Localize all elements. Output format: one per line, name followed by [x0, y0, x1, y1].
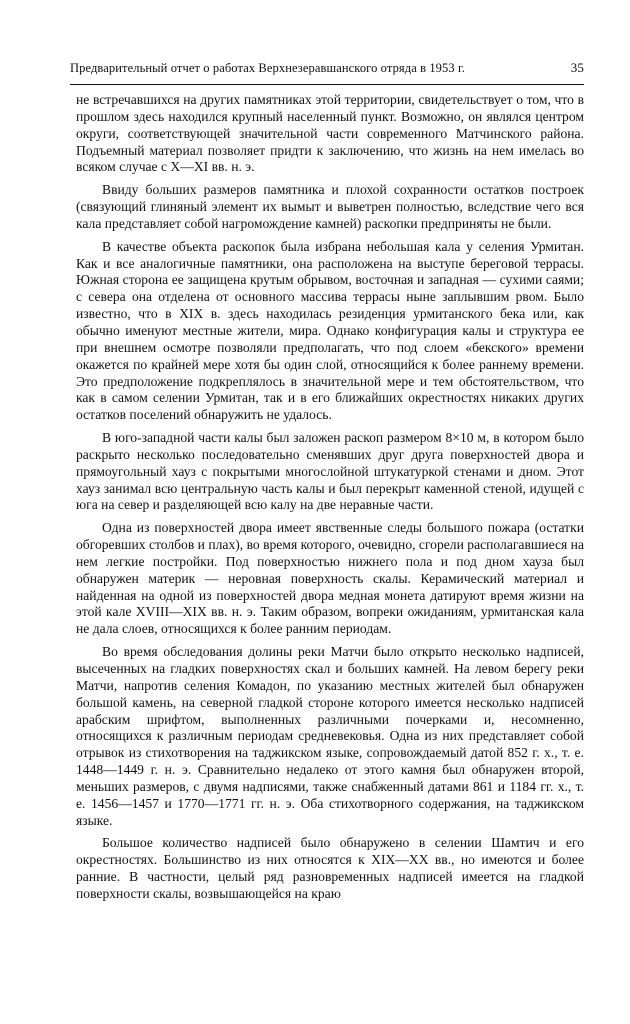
paragraph: В качестве объекта раскопок была избрана небольшая кала у селения Урмитан. Как и все аналогичные памятники, она расположена на выступе береговой террасы. Южная сторона ее защищена крутым обрывом, восточная и западная — сухими саями; с севера она отделена от основного массива террасы ныне заплывшим рвом. Было известно, что в XIX в. здесь находилась резиденция урмитанского бека или, как обычно именуют местные жители, мира. Однако конфигурация калы и структура ее при внешнем осмотре позволяли предполагать, что под слоем «бекского» времени окажется по крайней мере хотя бы один слой, относящийся к более раннему времени. Это предположение подкреплялось в значительной мере и тем обстоятельством, что как в самом селении Урмитан, так и в его ближайших окрестностях никаких других остатков поселений обнаружить не удалось. — [76, 238, 584, 423]
running-header — [70, 60, 584, 82]
body-text — [76, 92, 584, 909]
paragraph: В юго-западной части калы был заложен раскоп размером 8×10 м, в котором было раскрыто несколько последовательно сменявших друг друга поверхностей двора и прямоугольный хауз с покрытыми многослойной штукатуркой стенами и дном. Этот хауз занимал всю центральную часть калы и был перекрыт каменной стеной, идущей с юга на север и разделяющей всю калу на две неравные части. — [76, 430, 584, 513]
paragraph: Большое количество надписей было обнаружено в селении Шамтич и его окрестностях. Большинство из них относятся к XIX—XX вв., но имеются и более ранние. В частности, целый ряд разновременных надписей имеется на гладкой поверхности скалы, возвышающейся на краю — [76, 835, 584, 901]
header-rule — [70, 84, 584, 85]
paragraph-continuation: не встречавшихся на других памятниках этой территории, свидетельствует о том, что в прошлом здесь находился крупный населенный пункт. Возможно, он являлся центром округи, соответствующей значительной части современного Матчинского района. Подъемный материал позволяет придти к заключению, что жизнь на нем имелась во всяком случае с X—XI вв. н. э. — [76, 92, 584, 175]
running-header-title: Предварительный отчет о работах Верхнезеравшанского отряда в 1953 г. — [70, 61, 466, 75]
paragraph: Во время обследования долины реки Матчи было открыто несколько надписей, высеченных на гладких поверхностях скал и больших камней. На левом берегу реки Матчи, напротив селения Комадон, по указанию местных жителей был обнаружен большой камень, на северной гладкой стороне которого имеется несколько надписей арабским шрифтом, выполненных различными почерками и, несомненно, относящихся к различным периодам средневековья. Одна из них представляет собой отрывок из стихотворения на таджикском языке, сопровождаемый датой 852 г. х., т. е. 1448—1449 г. н. э. Сравнительно недалеко от этого камня был обнаружен второй, меньших размеров, с двумя надписями, также снабженный датами 861 и 1184 гг. х., т. е. 1456—1457 и 1770—1771 гг. н. э. Оба стихотворного содержания, на таджикском языке. — [76, 644, 584, 828]
paragraph: Одна из поверхностей двора имеет явственные следы большого пожара (остатки обгоревших столбов и плах), во время которого, очевидно, сгорели располагавшиеся на нем легкие постройки. Под поверхностью нижнего пола и под дном хауза был обнаружен материк — неровная поверхность скалы. Керамический материал и найденная на одной из поверхностей двора медная монета датируют время жизни на этой кале XVIII—XIX вв. н. э. Таким образом, вопреки ожиданиям, урмитанская кала не дала слоев, относящихся к более ранним периодам. — [76, 520, 584, 637]
page-number: 35 — [570, 60, 584, 75]
paragraph: Ввиду больших размеров памятника и плохой сохранности остатков построек (связующий глиняный элемент их вымыт и выветрен полностью, вследствие чего вся кала представляет собой нагромождение камней) раскопки предприняты не были. — [76, 182, 584, 231]
